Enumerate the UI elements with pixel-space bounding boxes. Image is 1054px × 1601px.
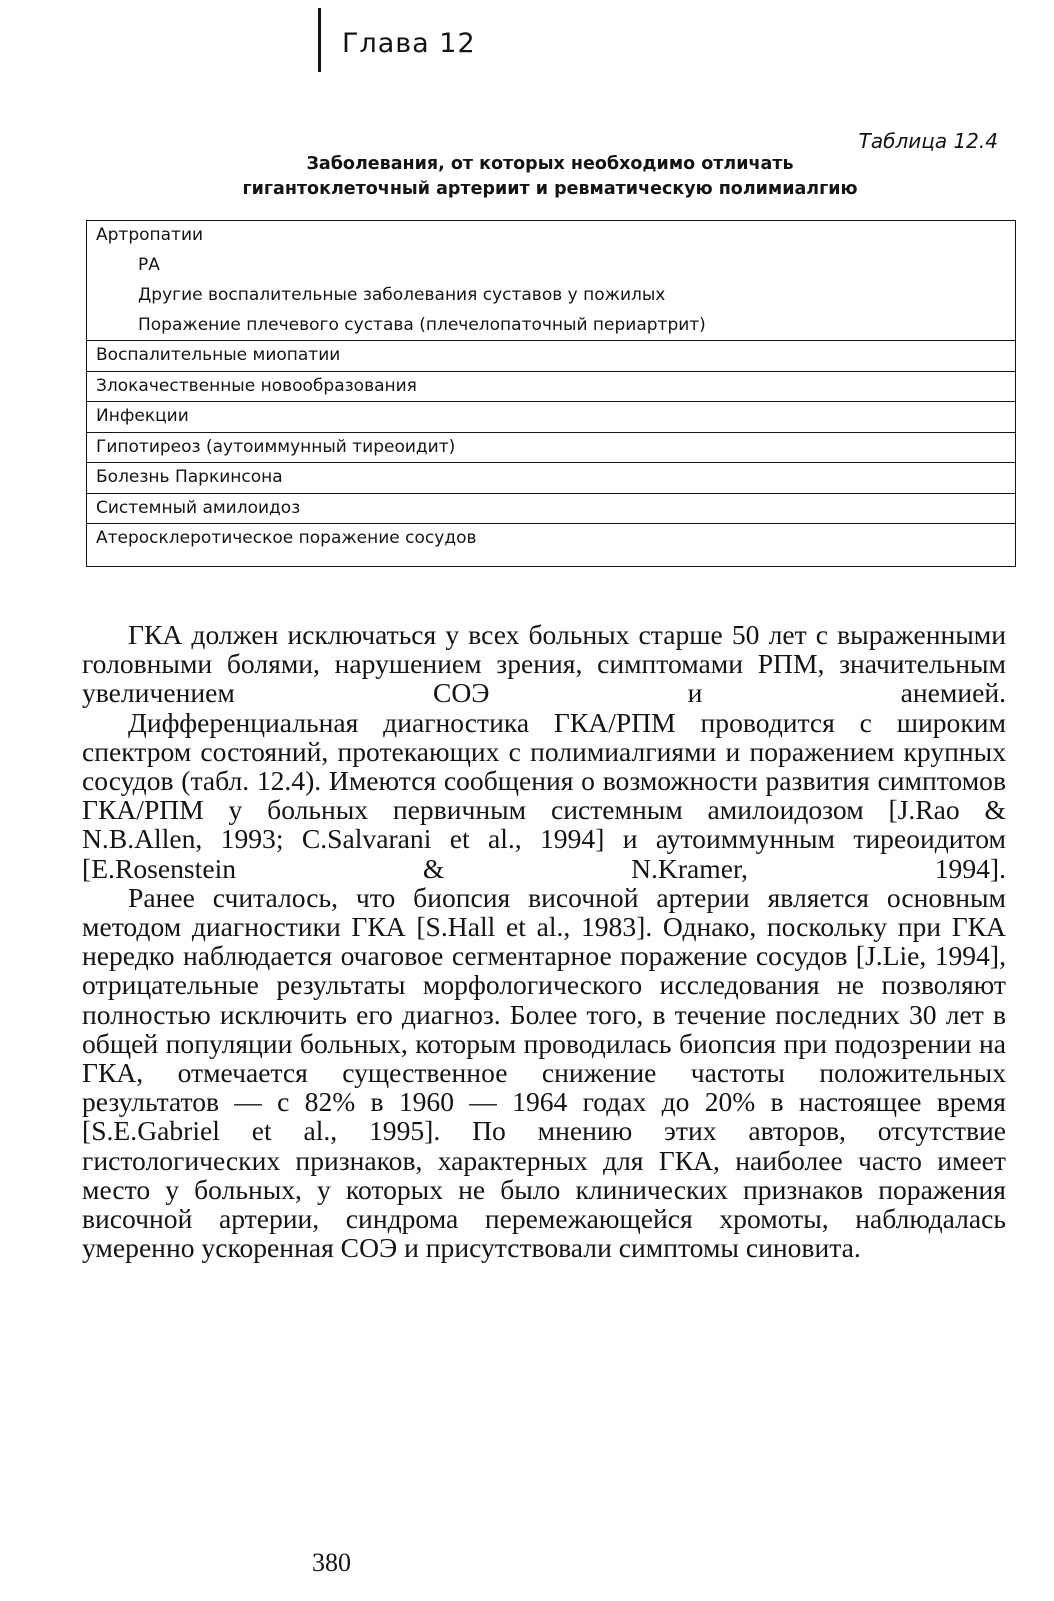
differential-table: [86, 220, 1016, 567]
table-row: Инфекции: [87, 402, 1015, 433]
body-paragraph: Дифференциальная диагностика ГКА/РПМ проводится с широким спектром состояний, протекающих с полимиалгиями и поражением крупных сосудов (табл. 12.4). Имеются сообщения о возможности развития симптомов ГКА/РПМ у больных первичным системным амилоидозом [J.Rao & N.B.Allen, 1993; C.Salvarani et al., 1994] и аутоиммунным тиреоидитом [E.Rosenstein & N.Kramer, 1994].: [82, 706, 1006, 884]
page-number: 380: [312, 1548, 351, 1577]
table-subitem: Поражение плечевого сустава (плечелопаточный периартрит): [138, 315, 706, 335]
table-row: Атеросклеротическое поражение сосудов: [96, 528, 477, 548]
body-text: [82, 620, 1006, 1262]
table-row: Воспалительные миопатии: [87, 341, 1015, 372]
table-title-line: Заболевания, от которых необходимо отличать: [306, 154, 794, 174]
table-row: Гипотиреоз (аутоиммунный тиреоидит): [87, 433, 1015, 464]
table-title: [90, 152, 1010, 202]
table-row: Болезнь Паркинсона: [87, 463, 1015, 494]
body-paragraph: Ранее считалось, что биопсия височной артерии является основным методом диагностики ГКА [S.Hall et al., 1983]. Однако, поскольку при ГКА нередко наблюдается очаговое сегментарное поражение сосудов [J.Lie, 1994], отрицательные результаты морфологического исследования не позволяют полностью исключить его диагноз. Более того, в течение последних 30 лет в общей популяции больных, которым проводилась биопсия при подозрении на ГКА, отмечается существенное снижение частоты положительных результатов — с 82% в 1960 — 1964 годах до 20% в настоящее время [S.E.Gabriel et al., 1995]. По мнению этих авторов, отсутствие гистологических признаков, характерных для ГКА, наиболее часто имеет место у больных, у которых не было клинических признаков поражения височной артерии, синдрома перемежающейся хромоты, наблюдалась умеренно ускоренная СОЭ и присутствовали симптомы синовита.: [82, 881, 1006, 1264]
table-group-heading: Артропатии: [96, 225, 204, 245]
table-row: Злокачественные новообразования: [87, 372, 1015, 403]
table-label: Таблица 12.4: [858, 129, 998, 153]
table-title-line: гигантоклеточный артериит и ревматическую полимиалгию: [242, 179, 858, 199]
table-row: Системный амилоидоз: [87, 494, 1015, 525]
header-rule: [318, 8, 321, 72]
table-subitem: РА: [138, 255, 160, 275]
running-head: Глава 12: [342, 28, 476, 59]
table-subitem: Другие воспалительные заболевания суставов у пожилых: [138, 285, 666, 305]
table-group-arthropathies: [87, 221, 1015, 341]
body-paragraph: ГКА должен исключаться у всех больных старше 50 лет с выраженными головными болями, нарушением зрения, симптомами РПМ, значительным увеличением СОЭ и анемией.: [82, 619, 1006, 709]
